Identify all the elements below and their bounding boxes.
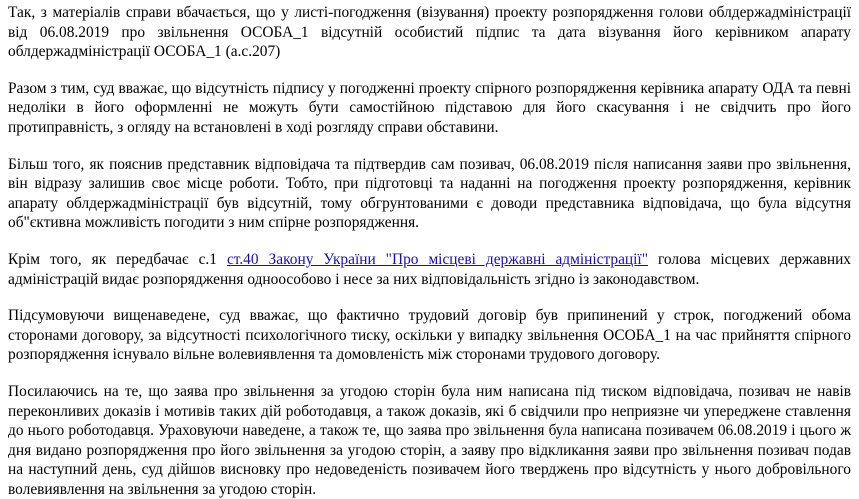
paragraph-conclusion: Посилаючись на те, що заява про звільнення за угодою сторін була ним написана під тиском відповідача, позивач не навів переконливих доказів і мотивів таких дій роботодавця, а також доказів, які б свідчили про неприязне чи упереджене ставлення до нього роботодавця. Ураховуючи наведене, а також те, що заява про звільнення була написана позивачем 06.08.2019 і цього ж дня видано розпорядження про його звільнення за угодою сторін, а заяву про відкликання заяви про звільнення позивач подав на наступний день, суд дійшов висновку про недоведеність позивачем його тверджень про відсутність у нього добровільного волевиявлення на звільнення за угодою сторін. (8, 382, 851, 498)
law-reference-text-before: Крім того, як передбачає с.1 (8, 250, 227, 268)
paragraph-court-opinion: Разом з тим, суд вважає, що відсутність підпису у погодженні проекту спірного розпорядження керівника апарату ОДА та певні недоліки в його оформленні не можуть бути самостійною підставою для його скасування і не свідчить про його протиправність, з огляду на встановлені в ході розгляду справи обставини. (8, 79, 851, 136)
paragraph-signature-missing: Так, з матеріалів справи вбачається, що у листі-погодження (візування) проекту розпорядження голови облдержадміністрації від 06.08.2019 про звільнення ОСОБА_1 відсутній особистий підпис та дата візування його керівником апарату облдержадміністрації ОСОБА_1 (а.с.207) (8, 4, 851, 61)
law-reference-text-after: голова місцевих державних адміністрацій видає розпорядження одноособово і несе за них відповідальність згідно із законодавством. (8, 250, 851, 288)
law-article-link[interactable]: ст.40 Закону України "Про місцеві державні адміністрації" (226, 250, 648, 268)
paragraph-defendant-explanation: Більш того, як пояснив представник відповідача та підтвердив сам позивач, 06.08.2019 після написання заяви про звільнення, він відразу залишив своє місце роботи. Тобто, при підготовці та наданні на погодження проекту розпорядження, керівник апарату облдержадміністрації був відсутній, тому обгрунтованими є доводи представника відповідача, що була відсутня об"єктивна можливість погодити з ним спірне розпорядження. (8, 155, 851, 232)
paragraph-law-reference (8, 250, 851, 289)
paragraph-summary: Підсумовуючи вищенаведене, суд вважає, що фактично трудовий договір був припинений у строк, погоджений обома сторонами договору, за відсутності психологічного тиску, оскільки у випадку звільнення ОСОБА_1 на час прийняття спірного розпорядження існувало вільне волевиявлення та домовленість між сторонами трудового договору. (8, 307, 851, 364)
